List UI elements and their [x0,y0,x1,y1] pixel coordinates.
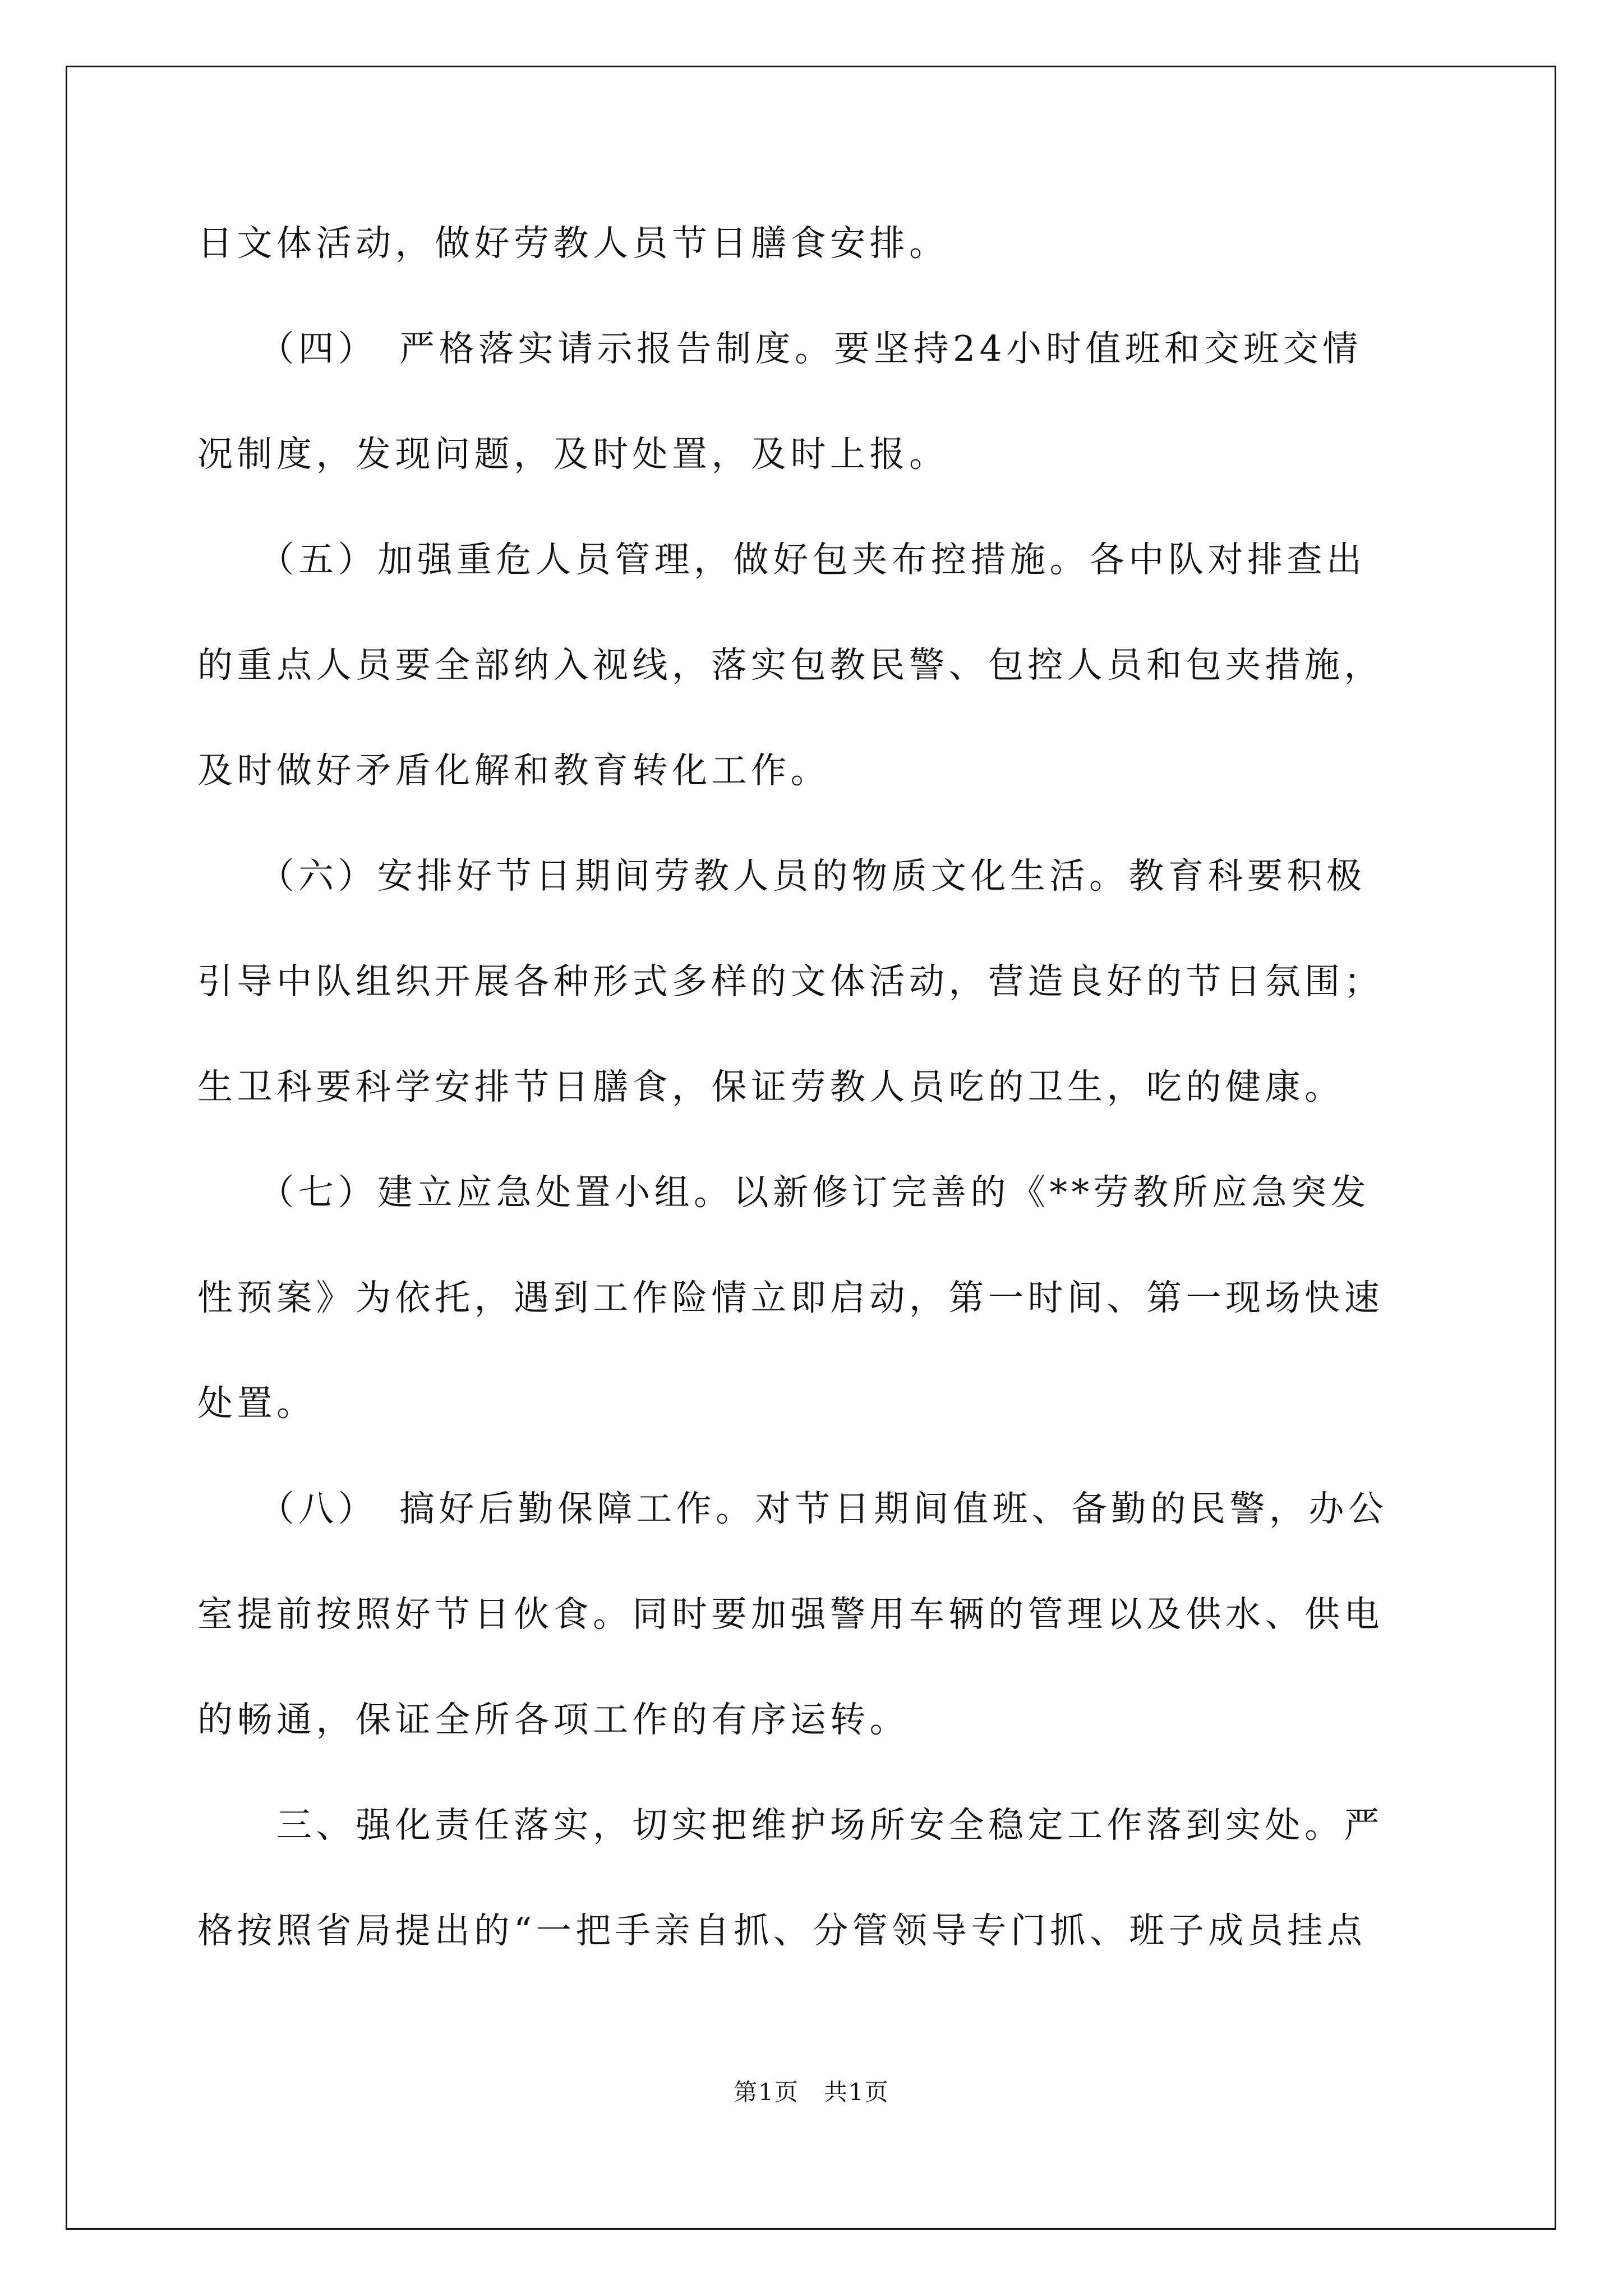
text-line: （五）加强重危人员管理，做好包夹布控措施。各中队对排查出 [197,539,1366,580]
text-line: 格按照省局提出的“一把手亲自抓、分管领导专门抓、班子成员挂点 [197,1910,1367,1951]
text-line: （四） 严格落实请示报告制度。要坚持24小时值班和交班交情 [197,328,1362,369]
text-line: 及时做好矛盾化解和教育转化工作。 [197,750,830,791]
text-line: （七）建立应急处置小组。以新修订完善的《**劳教所应急突发 [197,1172,1370,1213]
text-line: 性预案》为依托，遇到工作险情立即启动，第一时间、第一现场快速 [197,1277,1384,1318]
text-line: （六）安排好节日期间劳教人员的物质文化生活。教育科要积极 [197,855,1366,896]
document-body [197,191,1426,1984]
text-line: 的重点人员要全部纳入视线，落实包教民警、包控人员和包夹措施， [197,645,1384,685]
text-line: 处置。 [197,1383,316,1424]
text-line: 日文体活动，做好劳教人员节日膳食安排。 [197,223,949,264]
text-line: 室提前按照好节日伙食。同时要加强警用车辆的管理以及供水、供电 [197,1594,1384,1635]
text-line: （八） 搞好后勤保障工作。对节日期间值班、备勤的民警，办公 [197,1488,1388,1529]
text-line: 况制度，发现问题，及时处置，及时上报。 [197,434,949,475]
text-line: 的畅通，保证全所各项工作的有序运转。 [197,1699,909,1740]
text-line: 引导中队组织开展各种形式多样的文体活动，营造良好的节日氛围； [197,961,1384,1002]
page-number-footer: 第1页 共1页 [734,2078,889,2106]
text-line: 生卫科要科学安排节日膳食，保证劳教人员吃的卫生，吃的健康。 [197,1066,1344,1107]
text-line: 三、强化责任落实，切实把维护场所安全稳定工作落到实处。严 [197,1805,1384,1846]
